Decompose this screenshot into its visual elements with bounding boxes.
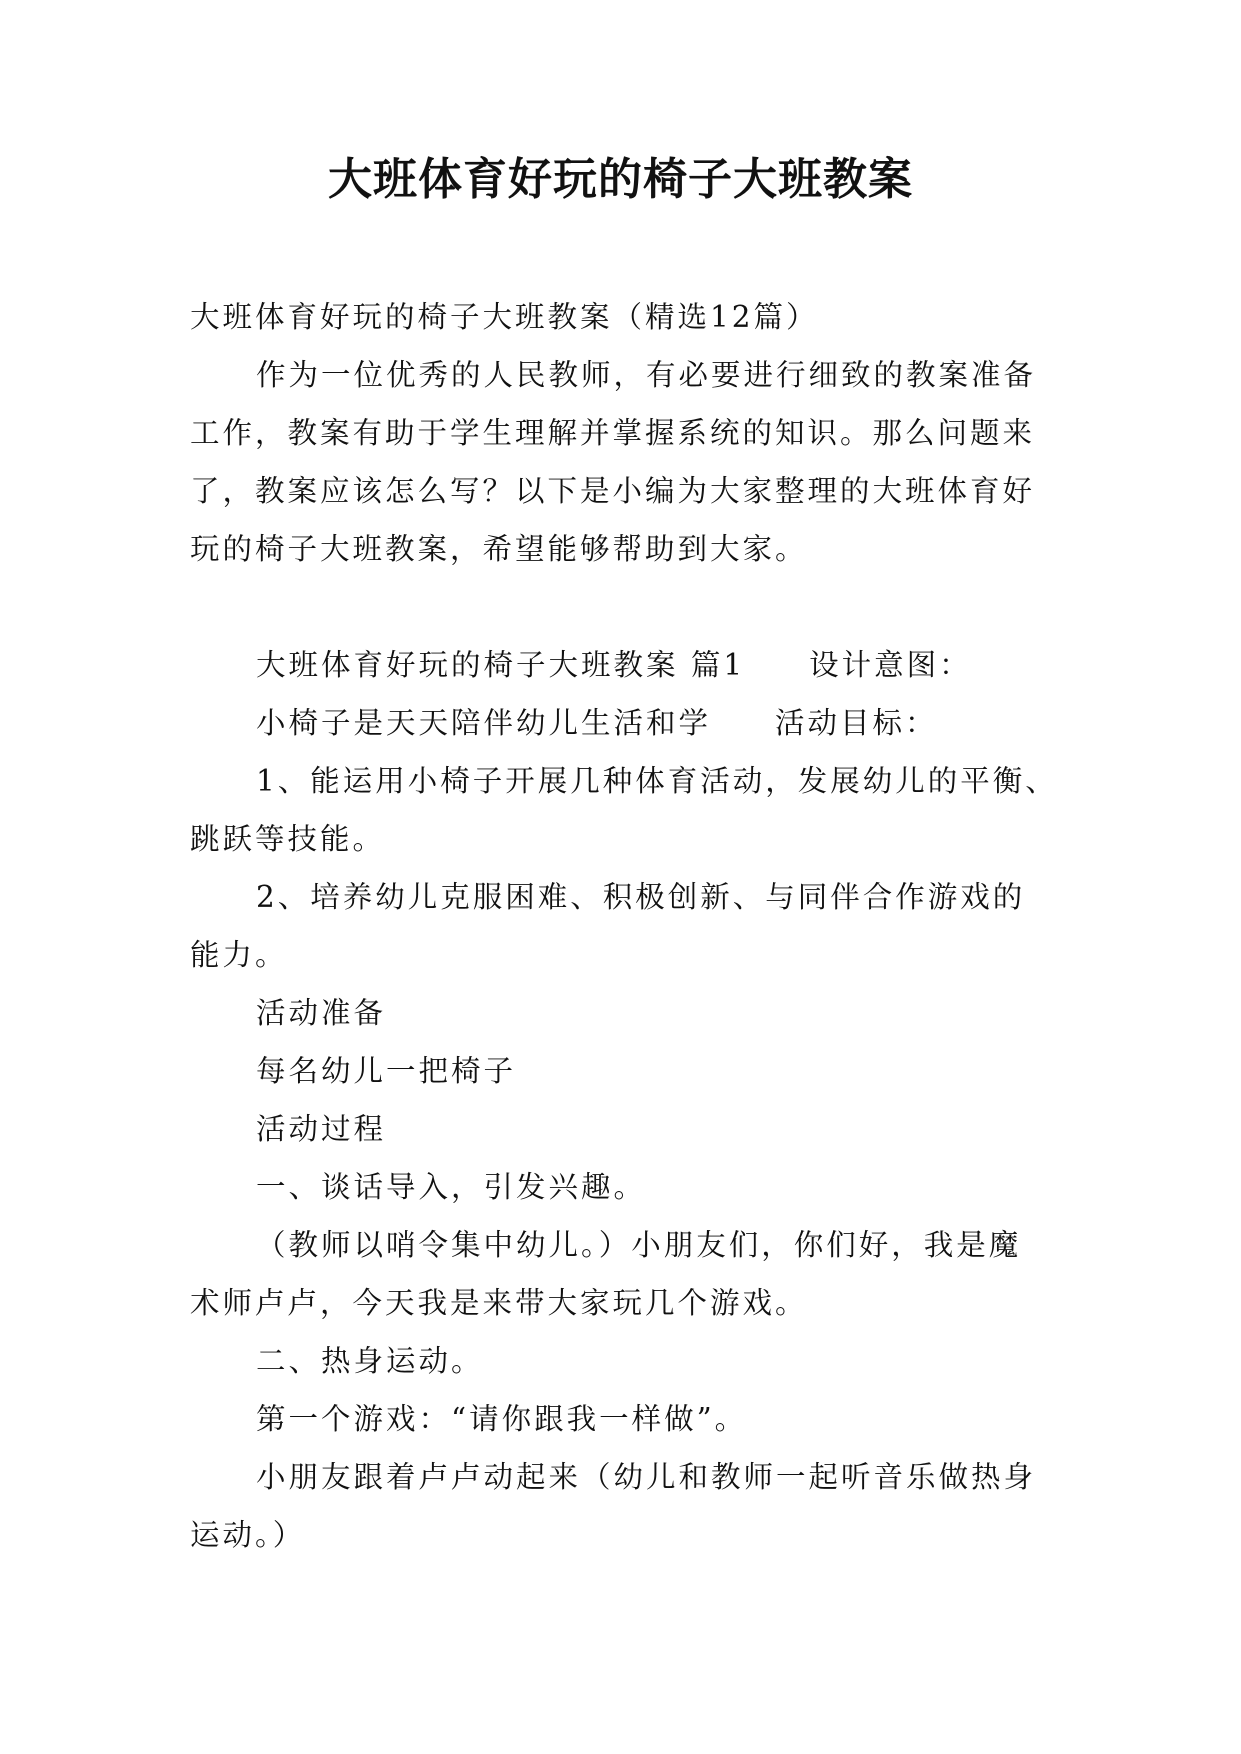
intro-line: 了，教案应该怎么写？以下是小编为大家整理的大班体育好	[190, 474, 1036, 508]
intro-line: 玩的椅子大班教案，希望能够帮助到大家。	[190, 532, 808, 566]
subtitle-line: 大班体育好玩的椅子大班教案（精选12篇）	[190, 300, 819, 334]
body-line: 二、热身运动。	[256, 1344, 484, 1378]
body-line: 小朋友跟着卢卢动起来（幼儿和教师一起听音乐做热身	[256, 1460, 1037, 1494]
goal-label: 活动目标：	[775, 706, 938, 740]
section-heading: 大班体育好玩的椅子大班教案 篇1	[256, 648, 746, 682]
body-line: 第一个游戏：“请你跟我一样做”。	[256, 1402, 748, 1436]
paragraph-gap	[190, 578, 1050, 636]
design-label: 设计意图：	[809, 648, 972, 682]
body-line: 每名幼儿一把椅子	[256, 1054, 517, 1088]
body-line: 跳跃等技能。	[190, 822, 386, 856]
intro-line: 工作，教案有助于学生理解并掌握系统的知识。那么问题来	[190, 416, 1036, 450]
body-line: 活动过程	[256, 1112, 387, 1146]
body-line: 1、能运用小椅子开展几种体育活动，发展幼儿的平衡、	[256, 764, 1058, 798]
body-line: （教师以哨令集中幼儿。）小朋友们，你们好，我是魔	[256, 1228, 1022, 1262]
body-line: 运动。）	[190, 1518, 306, 1552]
intro-line: 作为一位优秀的人民教师，有必要进行细致的教案准备	[256, 358, 1037, 392]
body-line: 能力。	[190, 938, 288, 972]
document-title: 大班体育好玩的椅子大班教案	[328, 154, 913, 205]
design-line	[190, 694, 1050, 752]
section-heading-line	[190, 636, 1050, 694]
body-line: 一、谈话导入，引发兴趣。	[256, 1170, 647, 1204]
body-line: 术师卢卢，今天我是来带大家玩几个游戏。	[190, 1286, 808, 1320]
body-line: 活动准备	[256, 996, 387, 1030]
document-body	[190, 288, 1058, 1564]
body-line: 2、培养幼儿克服困难、积极创新、与同伴合作游戏的	[256, 880, 1026, 914]
design-text: 小椅子是天天陪伴幼儿生活和学	[256, 706, 712, 740]
